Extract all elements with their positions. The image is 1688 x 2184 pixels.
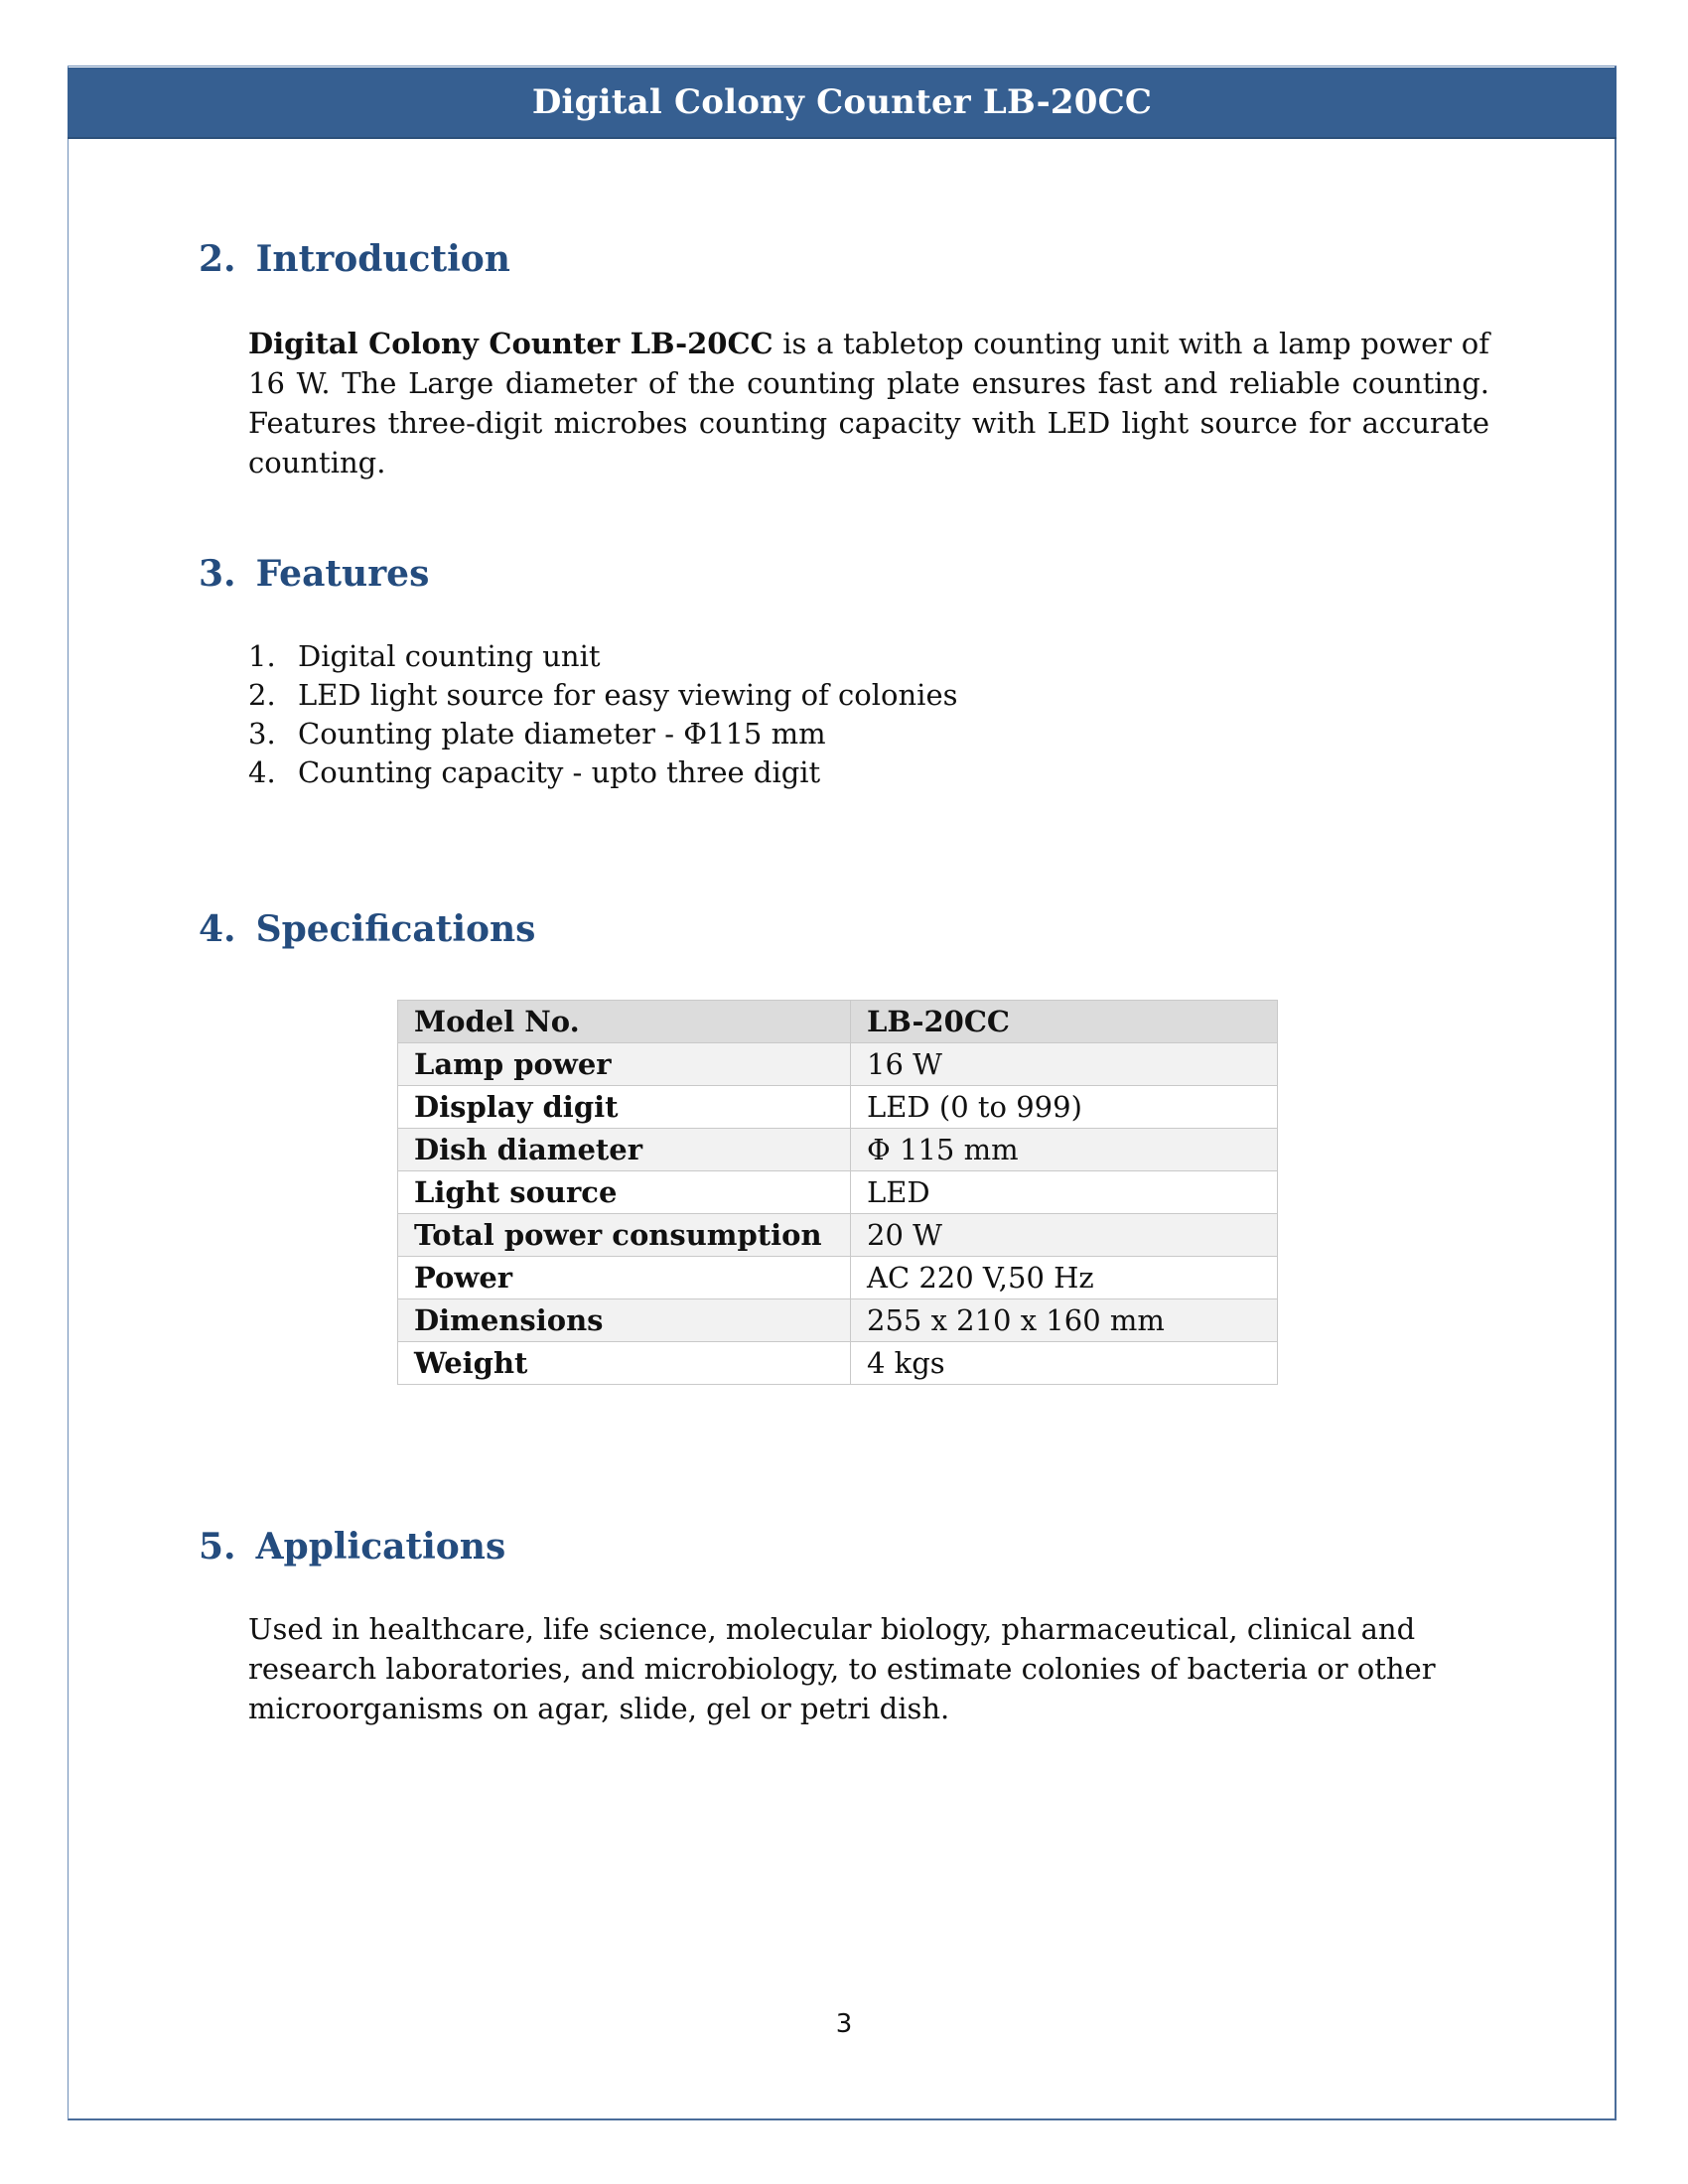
table-row [398,1001,1278,1043]
applications-paragraph: Used in healthcare, life science, molecular biology, pharmaceutical, clinical and research laboratories, and microbiology, to estimate colonies of bacteria or other microorganisms on agar, slide, gel or petri dish. [248,1612,1436,1725]
page-number: 3 [835,2009,853,2039]
table-row [398,1171,1278,1214]
header-bar [68,68,1617,139]
spec-label: Dish diameter [398,1129,851,1171]
table-row [398,1129,1278,1171]
spec-label: Total power consumption [398,1214,851,1257]
list-item [248,715,958,753]
table-row [398,1299,1278,1342]
features-heading [199,553,429,595]
specifications-heading [199,908,535,950]
spec-value: AC 220 V,50 Hz [851,1257,1278,1299]
section-title: Features [255,553,430,595]
table-row [398,1342,1278,1385]
applications-heading [199,1526,505,1568]
spec-value: 16 W [851,1043,1278,1086]
section-title: Introduction [255,238,510,280]
features-list [248,637,958,792]
list-item-number: 4. [248,755,276,789]
product-name-bold: Digital Colony Counter LB-20CC [248,327,774,360]
spec-value: LB-20CC [851,1001,1278,1043]
list-item-text: LED light source for easy viewing of colonies [298,678,958,712]
spec-value: 20 W [851,1214,1278,1257]
list-item-number: 3. [248,717,276,751]
section-number: 3. [199,553,236,595]
spec-value: Φ 115 mm [851,1129,1278,1171]
section-number: 2. [199,238,236,280]
spec-value: 255 x 210 x 160 mm [851,1299,1278,1342]
spec-label: Weight [398,1342,851,1385]
list-item-text: Counting plate diameter - Φ115 mm [298,717,826,751]
table-row [398,1043,1278,1086]
spec-label: Lamp power [398,1043,851,1086]
spec-label: Dimensions [398,1299,851,1342]
specifications-table [397,1000,1278,1385]
introduction-body: is a tabletop counting unit with a lamp power of 16 W. The Large diameter of the counting plate ensures fast and reliable counting. Features three-digit microbes counting capacity with LED light source for accurate counting. [248,327,1489,479]
list-item-text: Digital counting unit [298,639,601,673]
table-row [398,1086,1278,1129]
spec-label: Light source [398,1171,851,1214]
list-item-number: 2. [248,678,276,712]
spec-label: Power [398,1257,851,1299]
list-item [248,753,958,792]
spec-label: Model No. [398,1001,851,1043]
list-item [248,676,958,715]
table-row [398,1214,1278,1257]
introduction-paragraph [248,324,1489,482]
list-item-text: Counting capacity - upto three digit [298,755,821,789]
spec-label: Display digit [398,1086,851,1129]
spec-value: 4 kgs [851,1342,1278,1385]
list-item [248,637,958,676]
spec-value: LED [851,1171,1278,1214]
list-item-number: 1. [248,639,276,673]
introduction-heading [199,238,510,280]
section-title: Specifications [255,908,536,950]
section-number: 4. [199,908,236,950]
document-title: Digital Colony Counter LB-20CC [531,82,1153,122]
section-title: Applications [255,1526,506,1568]
section-number: 5. [199,1526,236,1568]
table-row [398,1257,1278,1299]
spec-value: LED (0 to 999) [851,1086,1278,1129]
